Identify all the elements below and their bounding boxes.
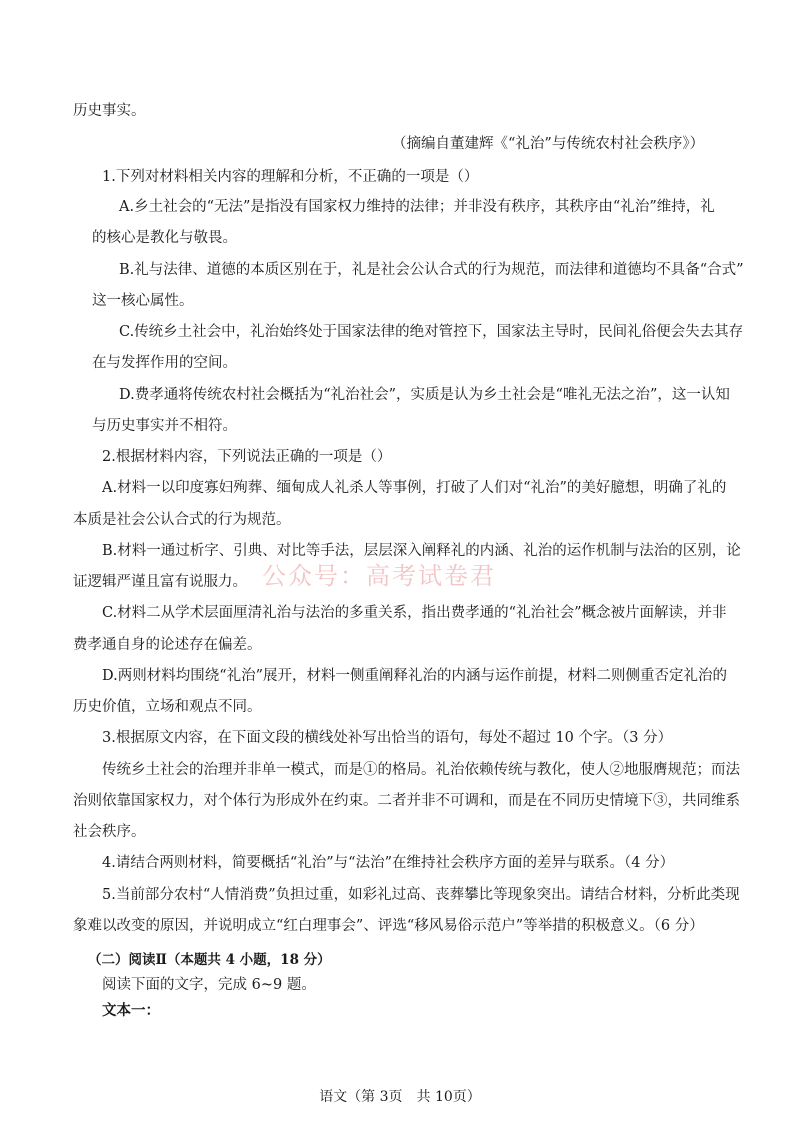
q1-option-b-cont: 这一核心属性。: [92, 293, 194, 309]
watermark: 公众号：高考试卷君: [262, 562, 496, 590]
q2-option-c-cont: 费孝通自身的论述存在偏差。: [73, 637, 262, 653]
q2-option-b-cont: 证逻辑严谨且富有说服力。: [73, 574, 247, 590]
q2-option-a-cont: 本质是社会公认合式的行为规范。: [73, 512, 291, 528]
q1-option-b: B.礼与法律、道德的本质区别在于，礼是社会公认合式的行为规范，而法律和道德均不具备“合式”: [119, 262, 744, 278]
source-citation: （摘编自董建辉《“礼治”与传统农村社会秩序》）: [392, 136, 705, 152]
question-5: 5.当前部分农村“人情消费”负担过重，如彩礼过高、丧葬攀比等现象突出。请结合材料，分析此类现: [102, 887, 740, 903]
reading-instruction: 阅读下面的文字，完成 6~9 题。: [102, 977, 316, 993]
section-heading: （二）阅读Ⅱ（本题共 4 小题，18 分）: [88, 952, 331, 968]
q1-option-a-cont: 的核心是教化与敬畏。: [92, 230, 237, 246]
q3-passage-cont: 治则依靠国家权力，对个体行为形成外在约束。二者并非不可调和，而是在不同历史情境下③，共同维系: [73, 793, 740, 809]
question-4: 4.请结合两则材料，简要概括“礼治”与“法治”在维持社会秩序方面的差异与联系。（4 分）: [102, 855, 675, 871]
question-1: 1.下列对材料相关内容的理解和分析，不正确的一项是（）: [102, 169, 479, 185]
q1-option-c-cont: 在与发挥作用的空间。: [92, 355, 237, 371]
q2-option-a: A.材料一以印度寡妇殉葬、缅甸成人礼杀人等事例，打破了人们对“礼治”的美好臆想，明确了礼的: [102, 480, 727, 496]
q1-option-a: A.乡土社会的“无法”是指没有国家权力维持的法律；并非没有秩序，其秩序由“礼治”维持，礼: [119, 199, 715, 215]
q1-option-d-cont: 与历史事实并不相符。: [92, 418, 237, 434]
q3-passage: 传统乡土社会的治理并非单一模式，而是①的格局。礼治依赖传统与教化，使人②地服膺规范；而法: [102, 762, 740, 778]
q1-option-d: D.费孝通将传统农村社会概括为“礼治社会”，实质是认为乡土社会是“唯礼无法之治”，这一认知: [119, 387, 730, 403]
page-footer: 语文（第 3页 共 10页）: [319, 1089, 481, 1105]
q1-option-c: C.传统乡土社会中，礼治始终处于国家法律的绝对管控下，国家法主导时，民间礼俗便会失去其存: [119, 324, 744, 340]
text-one-label: 文本一：: [102, 1002, 160, 1019]
q2-option-d: D.两则材料均围绕“礼治”展开，材料一侧重阐释礼治的内涵与运作前提，材料二则侧重否定礼治的: [102, 668, 728, 684]
question-3: 3.根据原文内容，在下面文段的横线处补写出恰当的语句，每处不超过 10 个字。（3 分）: [102, 730, 673, 746]
question-5-cont: 象难以改变的原因，并说明成立“红白理事会”、评选“移风易俗示范户”等举措的积极意义。（6 分）: [73, 918, 704, 934]
q2-option-d-cont: 历史价值，立场和观点不同。: [73, 699, 262, 715]
q2-option-c: C.材料二从学术层面厘清礼治与法治的多重关系，指出费孝通的“礼治社会”概念被片面解读，并非: [102, 605, 727, 621]
q3-passage-end: 社会秩序。: [73, 824, 146, 840]
q2-option-b: B.材料一通过析字、引典、对比等手法，层层深入阐释礼的内涵、礼治的运作机制与法治的区别，论: [102, 543, 741, 559]
question-2: 2.根据材料内容，下列说法正确的一项是（）: [102, 449, 392, 465]
text-line: 历史事实。: [73, 103, 146, 119]
